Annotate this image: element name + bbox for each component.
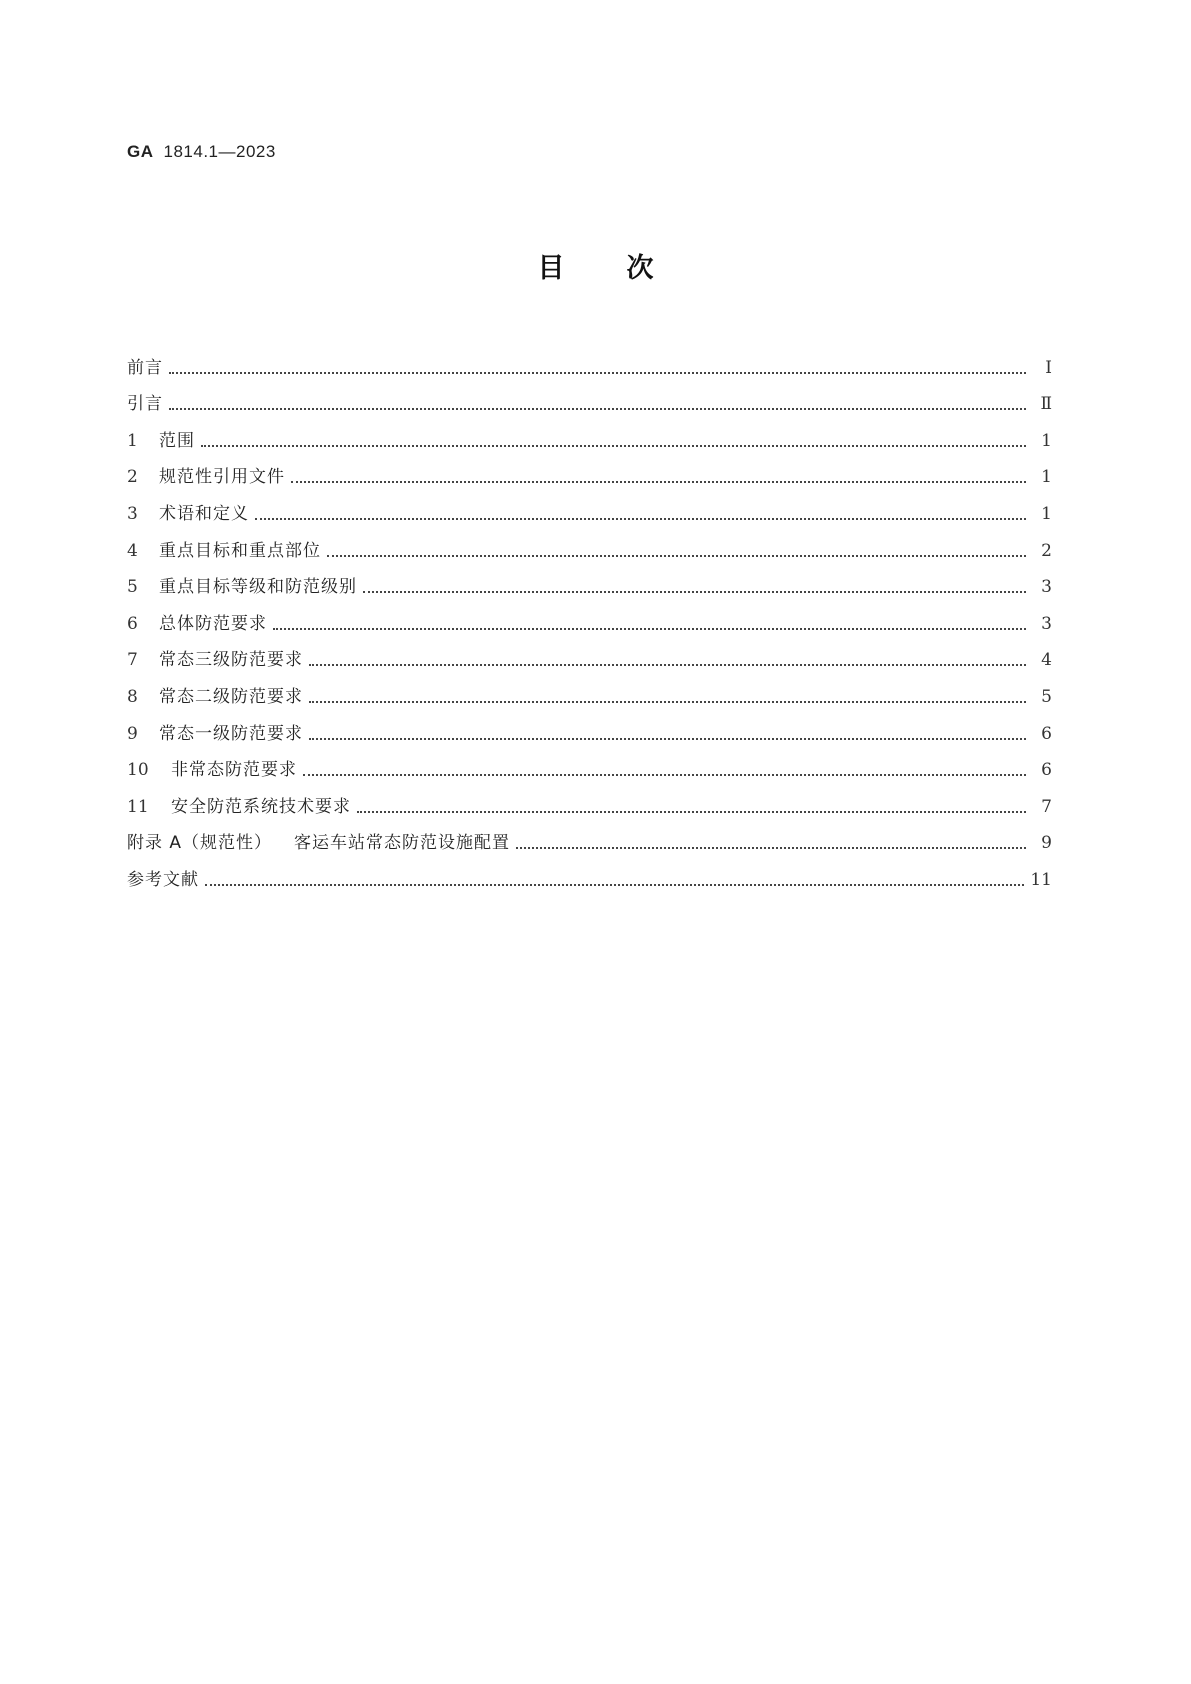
toc-entry-page: 2 <box>1041 540 1052 561</box>
toc-entry-page: 9 <box>1041 833 1052 854</box>
toc-entry-1[interactable] <box>127 415 1052 452</box>
toc-entry-page: 7 <box>1041 796 1052 817</box>
toc-dot-leader <box>169 408 1026 410</box>
toc-dot-leader <box>363 591 1026 593</box>
toc-entry-5[interactable] <box>127 562 1052 599</box>
document-code-prefix: GA <box>127 142 154 161</box>
toc-dot-leader <box>303 774 1026 776</box>
toc-entry-number: 10 <box>127 760 149 781</box>
toc-entry-page: 1 <box>1041 467 1052 488</box>
toc-entry-label: 引言 <box>127 394 163 415</box>
toc-entry-7[interactable] <box>127 635 1052 672</box>
toc-entry-label: 重点目标等级和防范级别 <box>159 577 357 598</box>
toc-entry-page: 4 <box>1041 650 1052 671</box>
toc-dot-leader <box>205 884 1024 886</box>
toc-entry-label: 参考文献 <box>127 869 199 890</box>
toc-entry-label: 客运车站常态防范设施配置 <box>294 833 511 854</box>
toc-dot-leader <box>327 555 1026 557</box>
toc-entry-label: 范围 <box>159 430 195 451</box>
toc-entry-page: 5 <box>1041 686 1052 707</box>
toc-dot-leader <box>309 664 1026 666</box>
toc-dot-leader <box>201 445 1026 447</box>
toc-title: 目次 <box>537 253 716 284</box>
toc-entry-number: 5 <box>127 577 138 598</box>
toc-entry-label: 规范性引用文件 <box>159 467 285 488</box>
toc-entry-page: Ⅱ <box>1040 394 1052 415</box>
toc-entry-number: 4 <box>127 540 138 561</box>
toc-entry-page: 11 <box>1030 869 1052 890</box>
toc-entry-label: 常态三级防范要求 <box>159 650 303 671</box>
toc-dot-leader <box>291 481 1026 483</box>
toc-entry-page: 3 <box>1041 577 1052 598</box>
toc-entry-label: 术语和定义 <box>159 503 249 524</box>
document-code <box>127 142 276 162</box>
toc-entry-number: 6 <box>127 613 138 634</box>
toc-entry-label: 安全防范系统技术要求 <box>171 796 351 817</box>
toc-entry-page: 6 <box>1041 760 1052 781</box>
toc-entry-label: 总体防范要求 <box>159 613 267 634</box>
toc-entry-page: Ⅰ <box>1045 357 1052 378</box>
table-of-contents <box>127 342 1052 891</box>
toc-entry-2[interactable] <box>127 452 1052 489</box>
toc-entry-label: 常态二级防范要求 <box>159 686 303 707</box>
toc-entry-annex-a[interactable] <box>127 818 1052 855</box>
toc-dot-leader <box>516 847 1026 849</box>
toc-dot-leader <box>273 628 1026 630</box>
toc-dot-leader <box>357 811 1026 813</box>
toc-entry-number: 7 <box>127 650 138 671</box>
toc-entry-number: 11 <box>127 796 149 817</box>
toc-entry-page: 3 <box>1041 613 1052 634</box>
toc-entry-11[interactable] <box>127 781 1052 818</box>
toc-entry-label: 非常态防范要求 <box>171 760 297 781</box>
toc-entry-page: 1 <box>1041 503 1052 524</box>
toc-entry-label: 重点目标和重点部位 <box>159 540 321 561</box>
toc-entry-number: 9 <box>127 723 138 744</box>
document-code-number: 1814.1—2023 <box>163 142 276 161</box>
toc-entry-number: 3 <box>127 503 138 524</box>
toc-dot-leader <box>169 372 1026 374</box>
toc-entry-bibliography[interactable] <box>127 854 1052 891</box>
toc-entry-4[interactable] <box>127 525 1052 562</box>
toc-entry-3[interactable] <box>127 488 1052 525</box>
toc-annex-number: 附录 A（规范性） <box>127 833 273 854</box>
toc-entry-page: 1 <box>1041 430 1052 451</box>
toc-entry-introduction[interactable] <box>127 379 1052 416</box>
toc-entry-label: 常态一级防范要求 <box>159 723 303 744</box>
toc-entry-label: 前言 <box>127 357 163 378</box>
toc-entry-foreword[interactable] <box>127 342 1052 379</box>
toc-dot-leader <box>309 701 1026 703</box>
toc-entry-number: 2 <box>127 467 138 488</box>
toc-entry-8[interactable] <box>127 671 1052 708</box>
toc-dot-leader <box>309 738 1026 740</box>
toc-entry-page: 6 <box>1041 723 1052 744</box>
toc-entry-9[interactable] <box>127 708 1052 745</box>
toc-entry-10[interactable] <box>127 745 1052 782</box>
toc-dot-leader <box>255 518 1026 520</box>
toc-entry-6[interactable] <box>127 598 1052 635</box>
toc-entry-number: 8 <box>127 686 138 707</box>
toc-entry-number: 1 <box>127 430 138 451</box>
